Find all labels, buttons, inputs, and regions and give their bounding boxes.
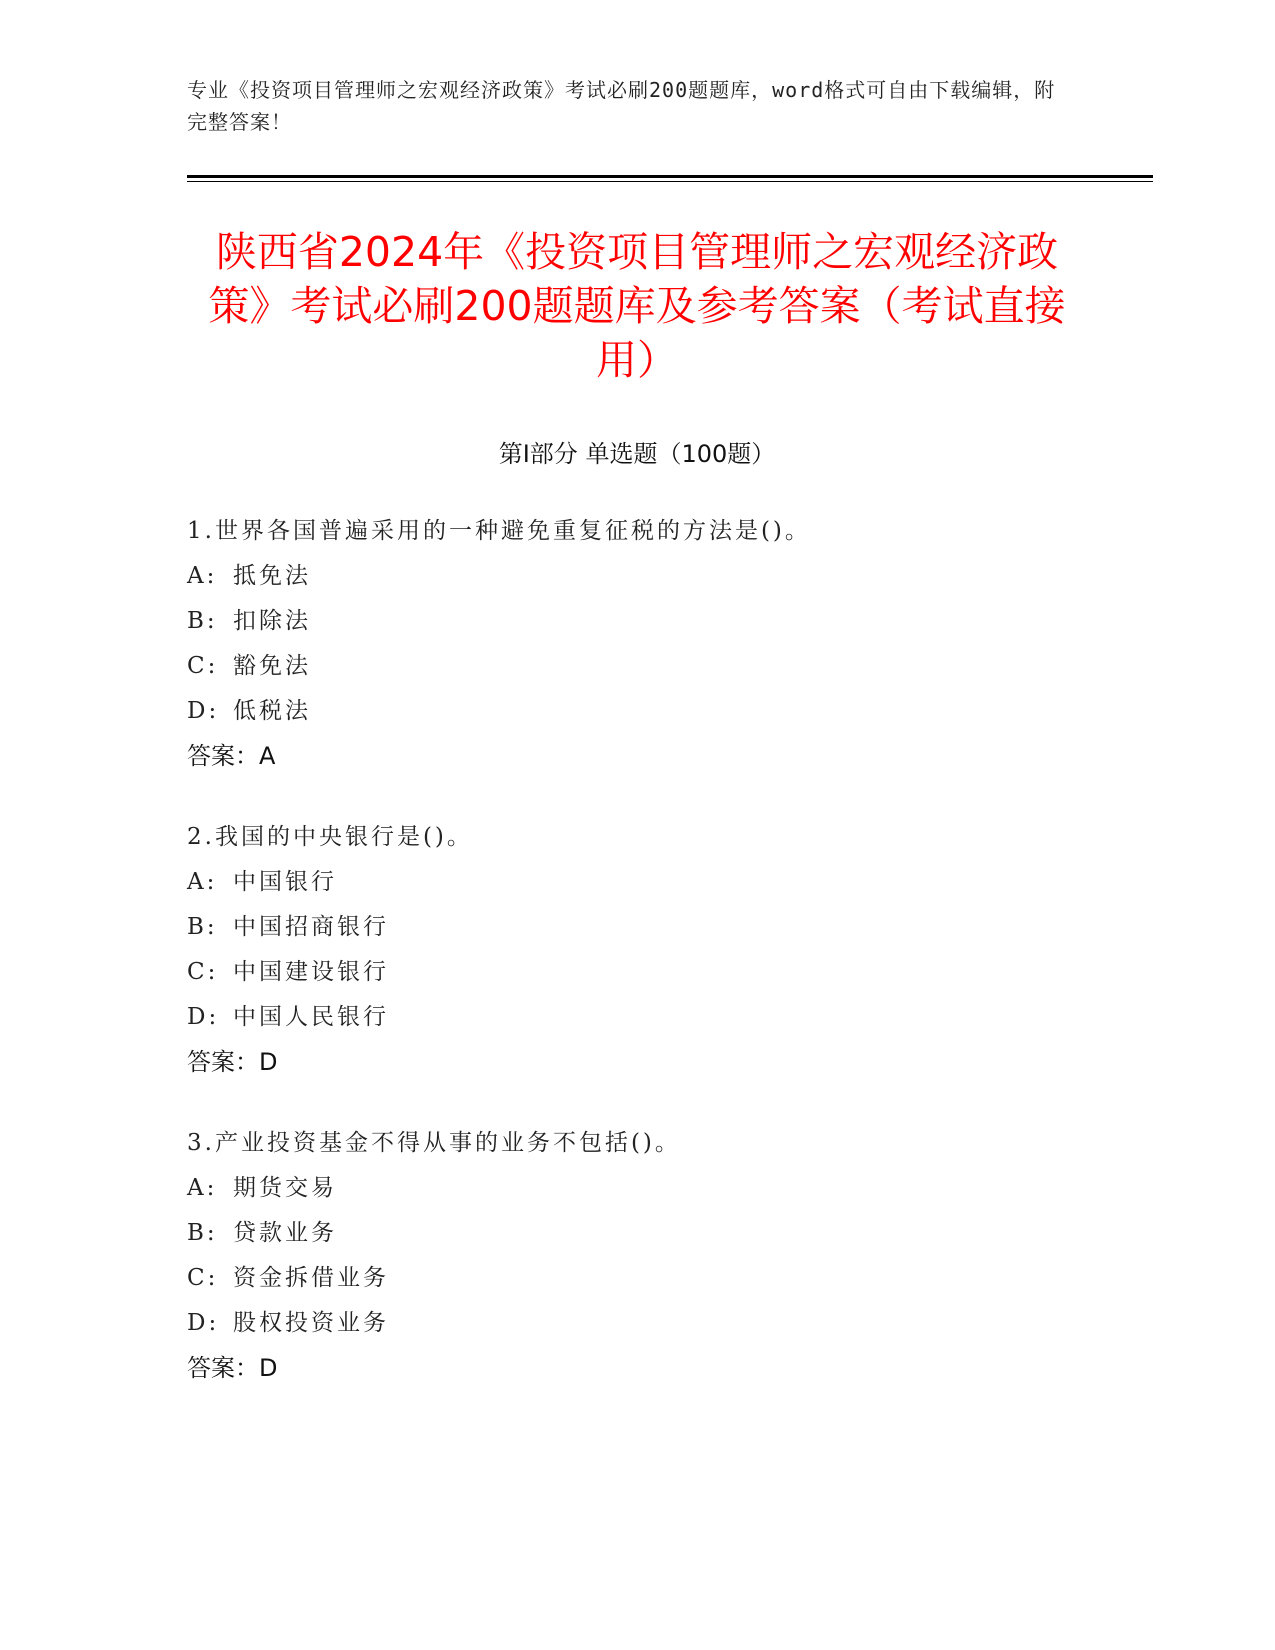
section-heading: 第I部分 单选题（100题） [498, 440, 776, 468]
option-c [187, 950, 1087, 995]
option-letter: C: [187, 959, 219, 985]
option-c [187, 644, 1087, 689]
question-block [187, 1121, 1087, 1391]
option-letter: B: [187, 1220, 218, 1246]
header-divider-thick [187, 175, 1153, 178]
option-letter: B: [187, 914, 218, 940]
option-a [187, 860, 1087, 905]
header-divider-thin [187, 181, 1153, 182]
option-b [187, 599, 1087, 644]
option-text: 中国人民银行 [233, 1004, 389, 1030]
option-letter: A: [187, 1175, 218, 1201]
option-text: 贷款业务 [233, 1220, 337, 1246]
option-letter: B: [187, 608, 218, 634]
option-text: 低税法 [233, 698, 311, 724]
option-a [187, 554, 1087, 599]
option-text: 豁免法 [233, 653, 311, 679]
answer-line: 答案：D [187, 1048, 278, 1076]
option-text: 中国建设银行 [233, 959, 389, 985]
question-stem: 3.产业投资基金不得从事的业务不包括()。 [187, 1130, 681, 1156]
option-c [187, 1256, 1087, 1301]
option-d [187, 1301, 1087, 1346]
option-text: 期货交易 [233, 1175, 337, 1201]
option-text: 中国银行 [233, 869, 337, 895]
option-letter: A: [187, 869, 218, 895]
option-letter: D: [187, 1004, 220, 1030]
option-text: 资金拆借业务 [233, 1265, 389, 1291]
option-letter: C: [187, 653, 219, 679]
option-a [187, 1166, 1087, 1211]
option-letter: D: [187, 698, 220, 724]
answer-line: 答案：A [187, 742, 276, 770]
option-text: 中国招商银行 [233, 914, 389, 940]
document-title: 陕西省2024年《投资项目管理师之宏观经济政策》考试必刷200题题库及参考答案（考试直接用） [208, 228, 1066, 384]
option-b [187, 1211, 1087, 1256]
option-d [187, 689, 1087, 734]
question-stem: 2.我国的中央银行是()。 [187, 824, 473, 850]
option-letter: A: [187, 563, 218, 589]
question-block [187, 815, 1087, 1085]
option-b [187, 905, 1087, 950]
answer-line: 答案：D [187, 1354, 278, 1382]
option-text: 扣除法 [233, 608, 311, 634]
option-d [187, 995, 1087, 1040]
option-text: 股权投资业务 [233, 1310, 389, 1336]
question-stem: 1.世界各国普遍采用的一种避免重复征税的方法是()。 [187, 518, 811, 544]
option-letter: D: [187, 1310, 220, 1336]
option-text: 抵免法 [233, 563, 311, 589]
question-block [187, 509, 1087, 779]
header-note: 专业《投资项目管理师之宏观经济政策》考试必刷200题题库，word格式可自由下载编辑，附完整答案！ [187, 78, 1056, 134]
option-letter: C: [187, 1265, 219, 1291]
